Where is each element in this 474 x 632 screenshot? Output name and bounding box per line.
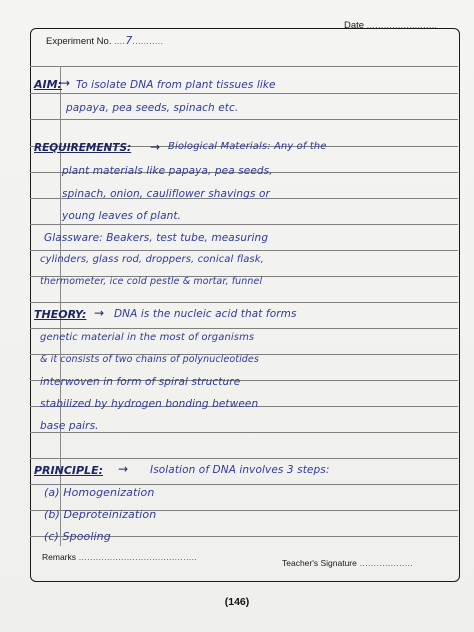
date-field: Date ......................... [344, 20, 438, 31]
requirements-line: cylinders, glass rod, droppers, conical flask, [40, 254, 264, 265]
ruled-line [30, 484, 458, 485]
aim-arrow: → [60, 76, 71, 90]
requirements-line: plant materials like papaya, pea seeds, [62, 165, 273, 177]
principle-step: (b) Deproteinization [44, 508, 157, 521]
theory-heading: THEORY: [34, 308, 87, 321]
theory-line: interwoven in form of spiral structure [40, 376, 241, 388]
principle-step: (a) Homogenization [44, 486, 155, 499]
ruled-line [30, 458, 458, 459]
experiment-number-field: Experiment No. ....7........... [46, 34, 164, 47]
requirements-heading: REQUIREMENTS: [34, 142, 132, 154]
remarks-field: Remarks .......................................... [42, 552, 198, 562]
experiment-number: 7 [125, 34, 133, 47]
ruled-line [30, 224, 458, 225]
requirements-line: young leaves of plant. [62, 210, 182, 222]
teacher-signature-field: Teacher's Signature ................... [282, 558, 414, 568]
theory-line: DNA is the nucleic acid that forms [114, 308, 297, 320]
ruled-line [30, 93, 458, 94]
page-number: (146) [224, 596, 250, 608]
principle-step: (c) Spooling [44, 530, 111, 543]
theory-line: & it consists of two chains of polynucleotides [40, 354, 259, 365]
requirements-line: Glassware: Beakers, test tube, measuring [44, 232, 269, 244]
ruled-line [30, 119, 458, 120]
ruled-line [30, 66, 458, 67]
requirements-line: spinach, onion, cauliflower shavings or [62, 188, 270, 200]
theory-line: base pairs. [40, 420, 99, 432]
principle-heading: PRINCIPLE: [34, 464, 103, 477]
remarks-label: Remarks [42, 552, 77, 562]
aim-line: papaya, pea seeds, spinach etc. [66, 102, 239, 114]
theory-line: stabilized by hydrogen bonding between [40, 398, 259, 410]
teacher-signature-label: Teacher's Signature [282, 558, 357, 568]
ruled-line [30, 302, 458, 303]
theory-arrow: → [94, 306, 105, 320]
aim-heading: AIM: [34, 78, 62, 91]
aim-line: To isolate DNA from plant tissues like [76, 79, 276, 91]
requirements-arrow: → [150, 140, 161, 154]
requirements-line: Biological Materials: Any of the [168, 141, 327, 152]
ruled-line [30, 432, 458, 433]
principle-line: Isolation of DNA involves 3 steps: [150, 464, 330, 476]
principle-arrow: → [118, 462, 129, 476]
requirements-line: thermometer, ice cold pestle & mortar, funnel [40, 276, 263, 287]
experiment-label: Experiment No. [46, 36, 115, 47]
theory-line: genetic material in the most of organisms [40, 332, 255, 343]
ruled-line [30, 250, 458, 251]
date-label: Date [344, 20, 365, 31]
ruled-line [30, 328, 458, 329]
